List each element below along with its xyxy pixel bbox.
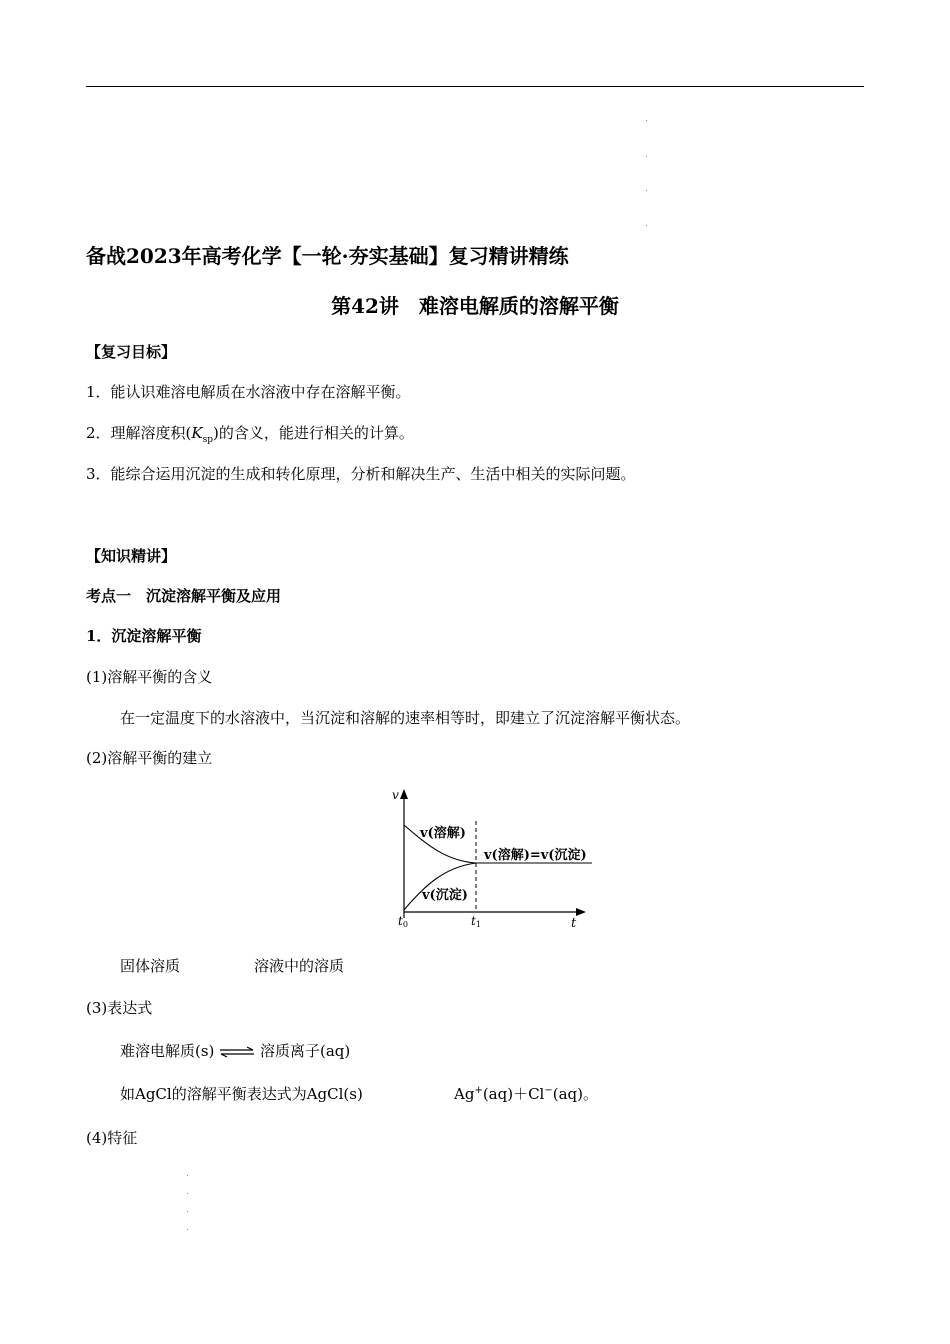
definition-text: 在一定温度下的水溶液中，当沉淀和溶解的速率相等时，即建立了沉淀溶解平衡状态。 (120, 709, 691, 727)
tick-label-t0: t0 (398, 914, 408, 929)
x-axis-label: t (571, 916, 577, 930)
agcl-example-ions (454, 1083, 598, 1104)
dot-mark (187, 1211, 188, 1212)
expression-right: 溶质离子(aq) (259, 1042, 351, 1060)
dot-mark (646, 225, 647, 226)
dot-mark (187, 1229, 188, 1230)
goal-text: 能综合运用沉淀的生成和转化原理，分析和解决生产、生活中相关的实际问题。 (110, 465, 636, 483)
goal-item-3 (86, 463, 636, 484)
series-label-precipitation: v(沉淀) (422, 888, 468, 903)
section-title: 1．沉淀溶解平衡 (86, 627, 202, 645)
subsection-3: (3)表达式 (86, 999, 153, 1017)
ion-end: (aq)。 (552, 1085, 598, 1103)
dot-mark (646, 190, 647, 191)
goal-item-2 (86, 422, 414, 445)
ksp-sub: sp (202, 435, 214, 445)
goal-text: 能认识难溶电解质在水溶液中存在溶解平衡。 (110, 383, 411, 401)
equilibrium-label: v(溶解)=v(沉淀) (484, 848, 587, 863)
y-axis-label: v (392, 788, 399, 802)
goal-item-1 (86, 381, 411, 402)
goal-text-post: )的含义，能进行相关的计算。 (213, 424, 414, 442)
dot-mark (646, 120, 647, 121)
general-expression (120, 1040, 350, 1061)
y-axis-arrow (400, 789, 408, 799)
expression-left: 难溶电解质(s) (120, 1042, 215, 1060)
series-label-dissolution: v(溶解) (420, 826, 466, 841)
header-rule (86, 86, 864, 87)
dot-mark (187, 1193, 188, 1194)
goal-text-pre: 理解溶度积( (110, 424, 192, 442)
ion-mid: (aq)＋Cl (482, 1085, 545, 1103)
plus-sup: + (474, 1085, 483, 1096)
subsection-4: (4)特征 (86, 1129, 138, 1147)
lecture-title: 第42讲 难溶电解质的溶解平衡 (331, 294, 619, 318)
agcl-example-text: 如AgCl的溶解平衡表达式为AgCl(s) (120, 1085, 363, 1103)
subsection-2: (2)溶解平衡的建立 (86, 749, 213, 767)
ksp-k: K (191, 424, 203, 442)
x-axis-arrow (576, 908, 586, 916)
tick-label-t1: t1 (471, 914, 481, 929)
ag-ion: Ag (454, 1085, 475, 1103)
goal-num: 1． (86, 383, 111, 401)
minus-sup: − (544, 1085, 553, 1096)
solution-solute-label: 溶液中的溶质 (254, 957, 345, 975)
goal-num: 3． (86, 465, 111, 483)
subsection-1: (1)溶解平衡的含义 (86, 668, 213, 686)
goal-num: 2． (86, 424, 111, 442)
dot-mark (646, 156, 647, 157)
document-title: 备战2023年高考化学【一轮·夯实基础】复习精讲精练 (86, 244, 569, 268)
solid-solute-label: 固体溶质 (120, 957, 181, 975)
point-title: 考点一 沉淀溶解平衡及应用 (86, 587, 282, 605)
equilibrium-arrow-icon (219, 1046, 255, 1058)
goals-heading: 【复习目标】 (86, 343, 177, 361)
knowledge-heading: 【知识精讲】 (86, 547, 177, 565)
dot-mark (187, 1175, 188, 1176)
equilibrium-chart (380, 785, 610, 930)
